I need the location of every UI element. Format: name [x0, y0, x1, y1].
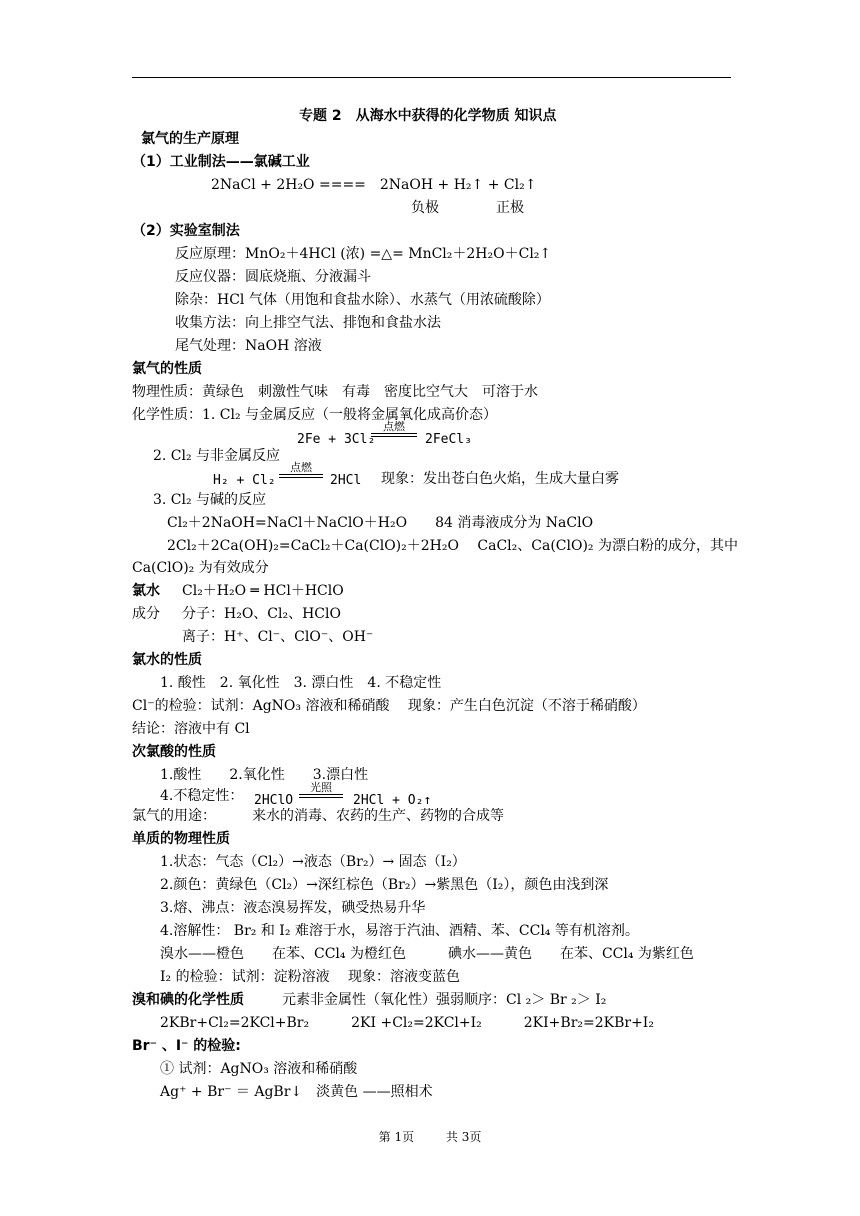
- caoh-equation: 2Cl₂＋2Ca(OH)₂=CaCl₂＋Ca(ClO)₂＋2H₂O CaCl₂、Ca(ClO)₂ 为漂白粉的成分，其中: [167, 538, 738, 554]
- chlorine-water-props: 1. 酸性 2. 氧化性 3. 漂白性 4. 不稳定性: [160, 675, 442, 691]
- fe-condition: 点燃: [383, 420, 405, 433]
- lab-principle: 反应原理：MnO₂＋4HCl (浓) =△= MnCl₂＋2H₂O＋Cl₂↑: [175, 246, 552, 262]
- fe-equation-right: 2FeCl₃: [425, 432, 472, 447]
- lab-collection: 收集方法：向上排空气法、排饱和食盐水法: [175, 315, 441, 331]
- industry-equation: 2NaCl + 2H₂O ==== 2NaOH + H₂↑ + Cl₂↑: [211, 177, 537, 193]
- h2-condition: 点燃: [290, 461, 312, 474]
- page-title: 专题 2 从海水中获得的化学物质 知识点: [299, 108, 557, 124]
- molecules: 分子：H₂O、Cl₂、HClO: [182, 606, 341, 622]
- fe-reaction-arrow: [371, 421, 417, 437]
- lab-purification: 除杂：HCl 气体（用饱和食盐水除）、水蒸气（用浓硫酸除）: [175, 292, 550, 308]
- cl2-uses: 来水的消毒、农药的生产、药物的合成等: [252, 808, 504, 824]
- positive-electrode-label: 正极: [496, 200, 524, 216]
- double-arrow-bar: [279, 474, 323, 478]
- h2-phenomenon: 现象：发出苍白色火焰，生成大量白雾: [381, 471, 619, 487]
- halide-test-heading: Br⁻ 、I⁻ 的检验:: [132, 1038, 241, 1054]
- iodine-test: I₂ 的检验：试剂：淀粉溶液 现象：溶液变蓝色: [160, 969, 461, 985]
- section-heading-cl2-properties: 氯气的性质: [132, 361, 202, 377]
- halogen-color: 2.颜色：黄绿色（Cl₂）→深红棕色（Br₂）→紫黑色（I₂），颜色由浅到深: [160, 877, 609, 893]
- hclo-equation-left: 2HClO: [254, 793, 294, 808]
- halogen-melting: 3.熔、沸点：液态溴易挥发，碘受热易升华: [160, 900, 426, 916]
- negative-electrode-label: 负极: [411, 200, 439, 216]
- fe-equation-left: 2Fe + 3Cl₂: [297, 432, 376, 447]
- section-heading-cl2-production: 氯气的生产原理: [141, 131, 239, 147]
- page-number: 第 1页: [378, 1130, 415, 1144]
- halogen-equations: 2KBr+Cl₂=2KCl+Br₂ 2KI +Cl₂=2KCl+I₂ 2KI+Br₂=2KBr+I₂: [160, 1015, 654, 1031]
- chlorine-water-label: 氯水: [132, 583, 160, 599]
- halogen-state: 1.状态：气态（Cl₂）→液态（Br₂）→ 固态（I₂）: [160, 854, 466, 870]
- hclo-heading: 次氯酸的性质: [132, 744, 216, 760]
- naoh-equation: Cl₂＋2NaOH=NaCl＋NaClO＋H₂O 84 消毒液成分为 NaClO: [167, 515, 594, 531]
- halogen-solution-colors: 溴水——橙色 在苯、CCl₄ 为橙红色 碘水——黄色 在苯、CCl₄ 为紫红色: [160, 946, 694, 962]
- composition-label: 成分: [132, 606, 160, 622]
- nonmetal-reaction: 2. Cl₂ 与非金属反应: [153, 448, 281, 464]
- base-reaction: 3. Cl₂ 与碱的反应: [153, 492, 267, 508]
- ions: 离子：H⁺、Cl⁻、ClO⁻、OH⁻: [182, 629, 374, 645]
- hclo-props: 1.酸性 2.氧化性 3.漂白性: [160, 767, 369, 783]
- lab-method-heading: （2）实验室制法: [132, 223, 240, 239]
- chlorine-water-props-heading: 氯水的性质: [132, 652, 202, 668]
- lab-apparatus: 反应仪器：圆底烧瓶、分液漏斗: [175, 269, 371, 285]
- h2-equation-right: 2HCl: [330, 473, 362, 488]
- double-arrow-bar: [371, 433, 417, 437]
- conclusion: 结论：溶液中有 Cl: [132, 721, 250, 737]
- chemical-properties: 化学性质：1. Cl₂ 与金属反应（一般将金属氧化成高价态）: [132, 407, 498, 423]
- halogen-solubility: 4.溶解性： Br₂ 和 I₂ 难溶于水，易溶于汽油、酒精、苯、CCl₄ 等有机溶剂。: [160, 923, 639, 939]
- agbr-equation: Ag⁺ + Br⁻ ＝ AgBr↓ 淡黄色 ——照相术: [160, 1084, 433, 1100]
- hclo-unstable: 4.不稳定性：: [160, 788, 244, 804]
- cl2-uses-label: 氯气的用途：: [132, 808, 216, 824]
- caoh-continuation: Ca(ClO)₂ 为有效成分: [132, 560, 269, 576]
- industry-method-heading: （1）工业制法——氯碱工业: [132, 154, 310, 170]
- double-arrow-bar: [299, 794, 343, 798]
- lab-tail-gas: 尾气处理：NaOH 溶液: [175, 338, 322, 354]
- page-footer: [0, 1128, 860, 1145]
- halide-reagent: ① 试剂：AgNO₃ 溶液和稀硝酸: [160, 1061, 358, 1077]
- page-total: 共 3页: [445, 1130, 482, 1144]
- hclo-equation-right: 2HCl + O₂↑: [353, 793, 432, 808]
- chloride-test: Cl⁻的检验：试剂：AgNO₃ 溶液和稀硝酸 现象：产生白色沉淀（不溶于稀硝酸）: [132, 698, 646, 714]
- hclo-condition: 光照: [310, 781, 332, 794]
- chlorine-water-equation: Cl₂＋H₂O ═ HCl＋HClO: [182, 583, 344, 599]
- halogen-chemical-heading: 溴和碘的化学性质: [132, 992, 244, 1008]
- h2-equation-left: H₂ + Cl₂: [213, 473, 276, 488]
- physical-properties: 物理性质：黄绿色 刺激性气味 有毒 密度比空气大 可溶于水: [132, 384, 538, 400]
- h2-reaction-arrow: [279, 462, 323, 478]
- hclo-reaction-arrow: [299, 782, 343, 798]
- oxidizing-order: 元素非金属性（氧化性）强弱顺序：Cl ₂＞ Br ₂＞ I₂: [282, 992, 607, 1008]
- header-rule: [132, 77, 731, 78]
- halogen-physical-heading: 单质的物理性质: [132, 831, 230, 847]
